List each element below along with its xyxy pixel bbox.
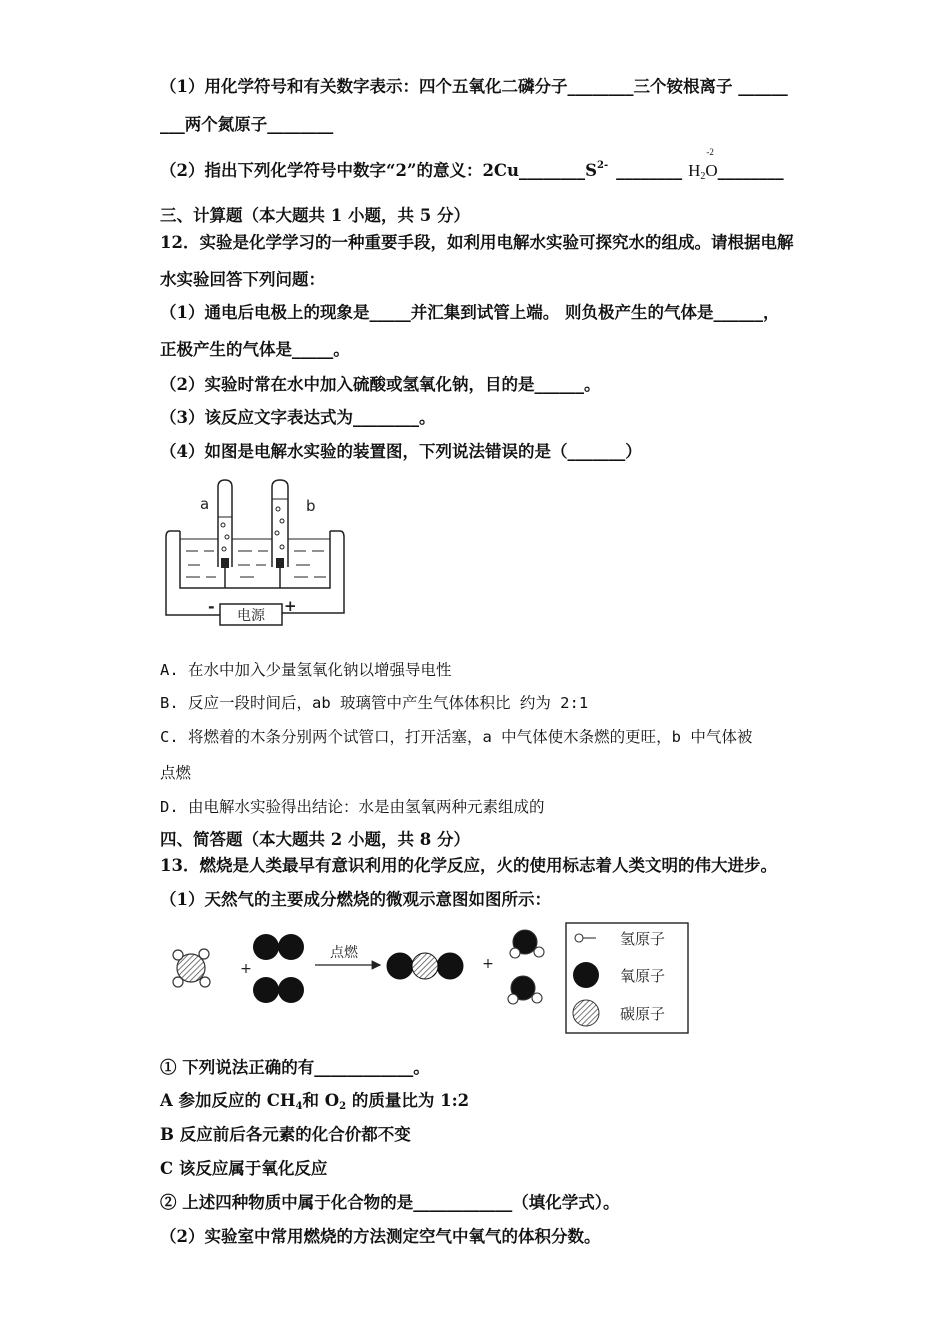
q12-option-c-line1: C. 将燃着的木条分别两个试管口，打开活塞，a 中气体使木条燃的更旺，b 中气体被 — [160, 728, 753, 746]
hydrogen-atom — [173, 950, 183, 960]
methane-formula: CH — [266, 1091, 296, 1110]
legend-carbon-label: 碳原子 — [620, 1005, 666, 1023]
oxygen-atom — [253, 934, 279, 960]
bubble — [225, 535, 229, 539]
q13-subquestion-2: ② 上述四种物质中属于化合物的是____________（填化学式）。 — [160, 1193, 620, 1212]
q13-option-a-pre: A 参加反应的 — [160, 1091, 267, 1110]
legend-hydrogen-icon — [575, 934, 583, 942]
q13-stem: 13．燃烧是人类最早有意识利用的化学反应，火的使用标志着人类文明的伟大进步。 — [160, 856, 777, 875]
sulfide-charge: 2- — [596, 160, 609, 171]
oxygen-atom — [437, 953, 463, 979]
bubble — [280, 519, 284, 523]
methane-combustion-diagram — [160, 920, 700, 1040]
water-o-with-valence — [705, 147, 718, 182]
oxygen-formula: O — [324, 1091, 340, 1110]
oxygen-atom — [253, 977, 279, 1003]
oxygen-atom — [278, 977, 304, 1003]
q12-option-a: A. 在水中加入少量氢氧化钠以增强导电性 — [160, 661, 452, 679]
electrode-b — [276, 558, 284, 568]
q13-option-a-mid: 和 — [302, 1091, 325, 1110]
oxygen-molecule — [253, 977, 304, 1003]
q11-part2-line — [160, 147, 784, 182]
hydrogen-atom — [532, 993, 542, 1003]
q11-part1-line2: ___两个氮原子________ — [160, 115, 334, 134]
bubble — [275, 531, 279, 535]
q12-part3: （3）该反应文字表达式为________。 — [160, 408, 436, 427]
q13-option-a — [160, 1090, 469, 1112]
q12-part2: （2）实验时常在水中加入硫酸或氢氧化钠，目的是______。 — [160, 375, 601, 394]
carbon-dioxide-molecule — [387, 953, 463, 979]
negative-terminal-label: - — [208, 597, 215, 616]
hydrogen-atom — [199, 949, 209, 959]
section-4-heading: 四、简答题（本大题共 2 小题，共 8 分） — [160, 830, 470, 849]
q13-subquestion-1: ① 下列说法正确的有____________。 — [160, 1058, 430, 1077]
sulfide-symbol: S — [585, 161, 597, 180]
q13-part2: （2）实验室中常用燃烧的方法测定空气中氧气的体积分数。 — [160, 1227, 601, 1246]
oxygen-atom — [387, 953, 413, 979]
label-a: a — [200, 495, 210, 513]
q13-option-c: C 该反应属于氧化反应 — [160, 1159, 328, 1178]
hydrogen-atom — [534, 947, 544, 957]
oxygen-atom — [278, 934, 304, 960]
electrolysis-apparatus-figure — [160, 475, 350, 635]
legend-oxygen-icon — [573, 962, 599, 988]
water-h-symbol: H — [688, 161, 701, 180]
legend-hydrogen-label: 氢原子 — [620, 930, 666, 948]
methane-molecule — [173, 949, 210, 987]
positive-terminal-label: + — [284, 597, 297, 615]
bubble — [276, 507, 280, 511]
legend-carbon-icon — [573, 1000, 599, 1026]
hydrogen-atom — [510, 948, 520, 958]
q12-stem-line2: 水实验回答下列问题： — [160, 270, 325, 289]
q12-part1-line2: 正极产生的气体是_____。 — [160, 340, 350, 359]
water-o-symbol: O — [705, 161, 718, 180]
carbon-atom — [412, 953, 438, 979]
q12-option-c-line2: 点燃 — [160, 764, 192, 782]
q11-part2-blank2: ________ — [616, 161, 683, 180]
oxygen-subscript: 2 — [339, 1101, 347, 1112]
q11-part1-line1: （1）用化学符号和有关数字表示：四个五氧化二磷分子________三个铵根离子 ______ — [160, 77, 788, 96]
q13-part1: （1）天然气的主要成分燃烧的微观示意图如图所示： — [160, 890, 551, 909]
q11-part2-blank3: ________ — [717, 161, 784, 180]
q12-option-d: D. 由电解水实验得出结论：水是由氢氧两种元素组成的 — [160, 798, 545, 816]
q12-option-b: B. 反应一段时间后，ab 玻璃管中产生气体体积比 约为 2:1 — [160, 694, 589, 712]
hydrogen-atom — [200, 977, 210, 987]
plus-sign: + — [240, 961, 252, 977]
oxygen-molecule — [253, 934, 304, 960]
reaction-condition: 点燃 — [330, 945, 358, 961]
water-dashes — [186, 551, 326, 577]
bubble — [222, 547, 226, 551]
oxygen-valence: -2 — [706, 147, 714, 157]
q13-option-b: B 反应前后各元素的化合价都不变 — [160, 1125, 411, 1144]
bubble — [221, 523, 225, 527]
q11-part2-prefix: （2）指出下列化学符号中数字“2”的意义：2Cu________ — [160, 161, 586, 180]
plus-sign: + — [482, 956, 494, 972]
water-molecule — [508, 976, 542, 1004]
power-supply-label: 电源 — [237, 608, 265, 624]
q12-stem-line1: 12．实验是化学学习的一种重要手段，如利用电解水实验可探究水的组成。请根据电解 — [160, 233, 794, 252]
methane-subscript: 4 — [295, 1101, 303, 1112]
electrode-a — [221, 558, 229, 568]
trough — [180, 531, 330, 588]
water-h-subscript: 2 — [700, 171, 706, 182]
water-formula — [688, 147, 718, 182]
label-b: b — [306, 497, 316, 515]
tube-b — [272, 480, 288, 567]
hydrogen-atom — [508, 994, 518, 1004]
water-molecule — [510, 930, 544, 958]
atom-legend — [566, 923, 688, 1033]
bubble — [280, 545, 284, 549]
q12-part4: （4）如图是电解水实验的装置图，下列说法错误的是（_______） — [160, 442, 642, 461]
section-3-heading: 三、计算题（本大题共 1 小题，共 5 分） — [160, 206, 470, 225]
q12-part1-line1: （1）通电后电极上的现象是_____并汇集到试管上端。 则负极产生的气体是______， — [160, 303, 780, 322]
q13-option-a-post: 的质量比为 1:2 — [346, 1091, 470, 1110]
hydrogen-atom — [173, 977, 183, 987]
legend-oxygen-label: 氧原子 — [620, 967, 666, 985]
